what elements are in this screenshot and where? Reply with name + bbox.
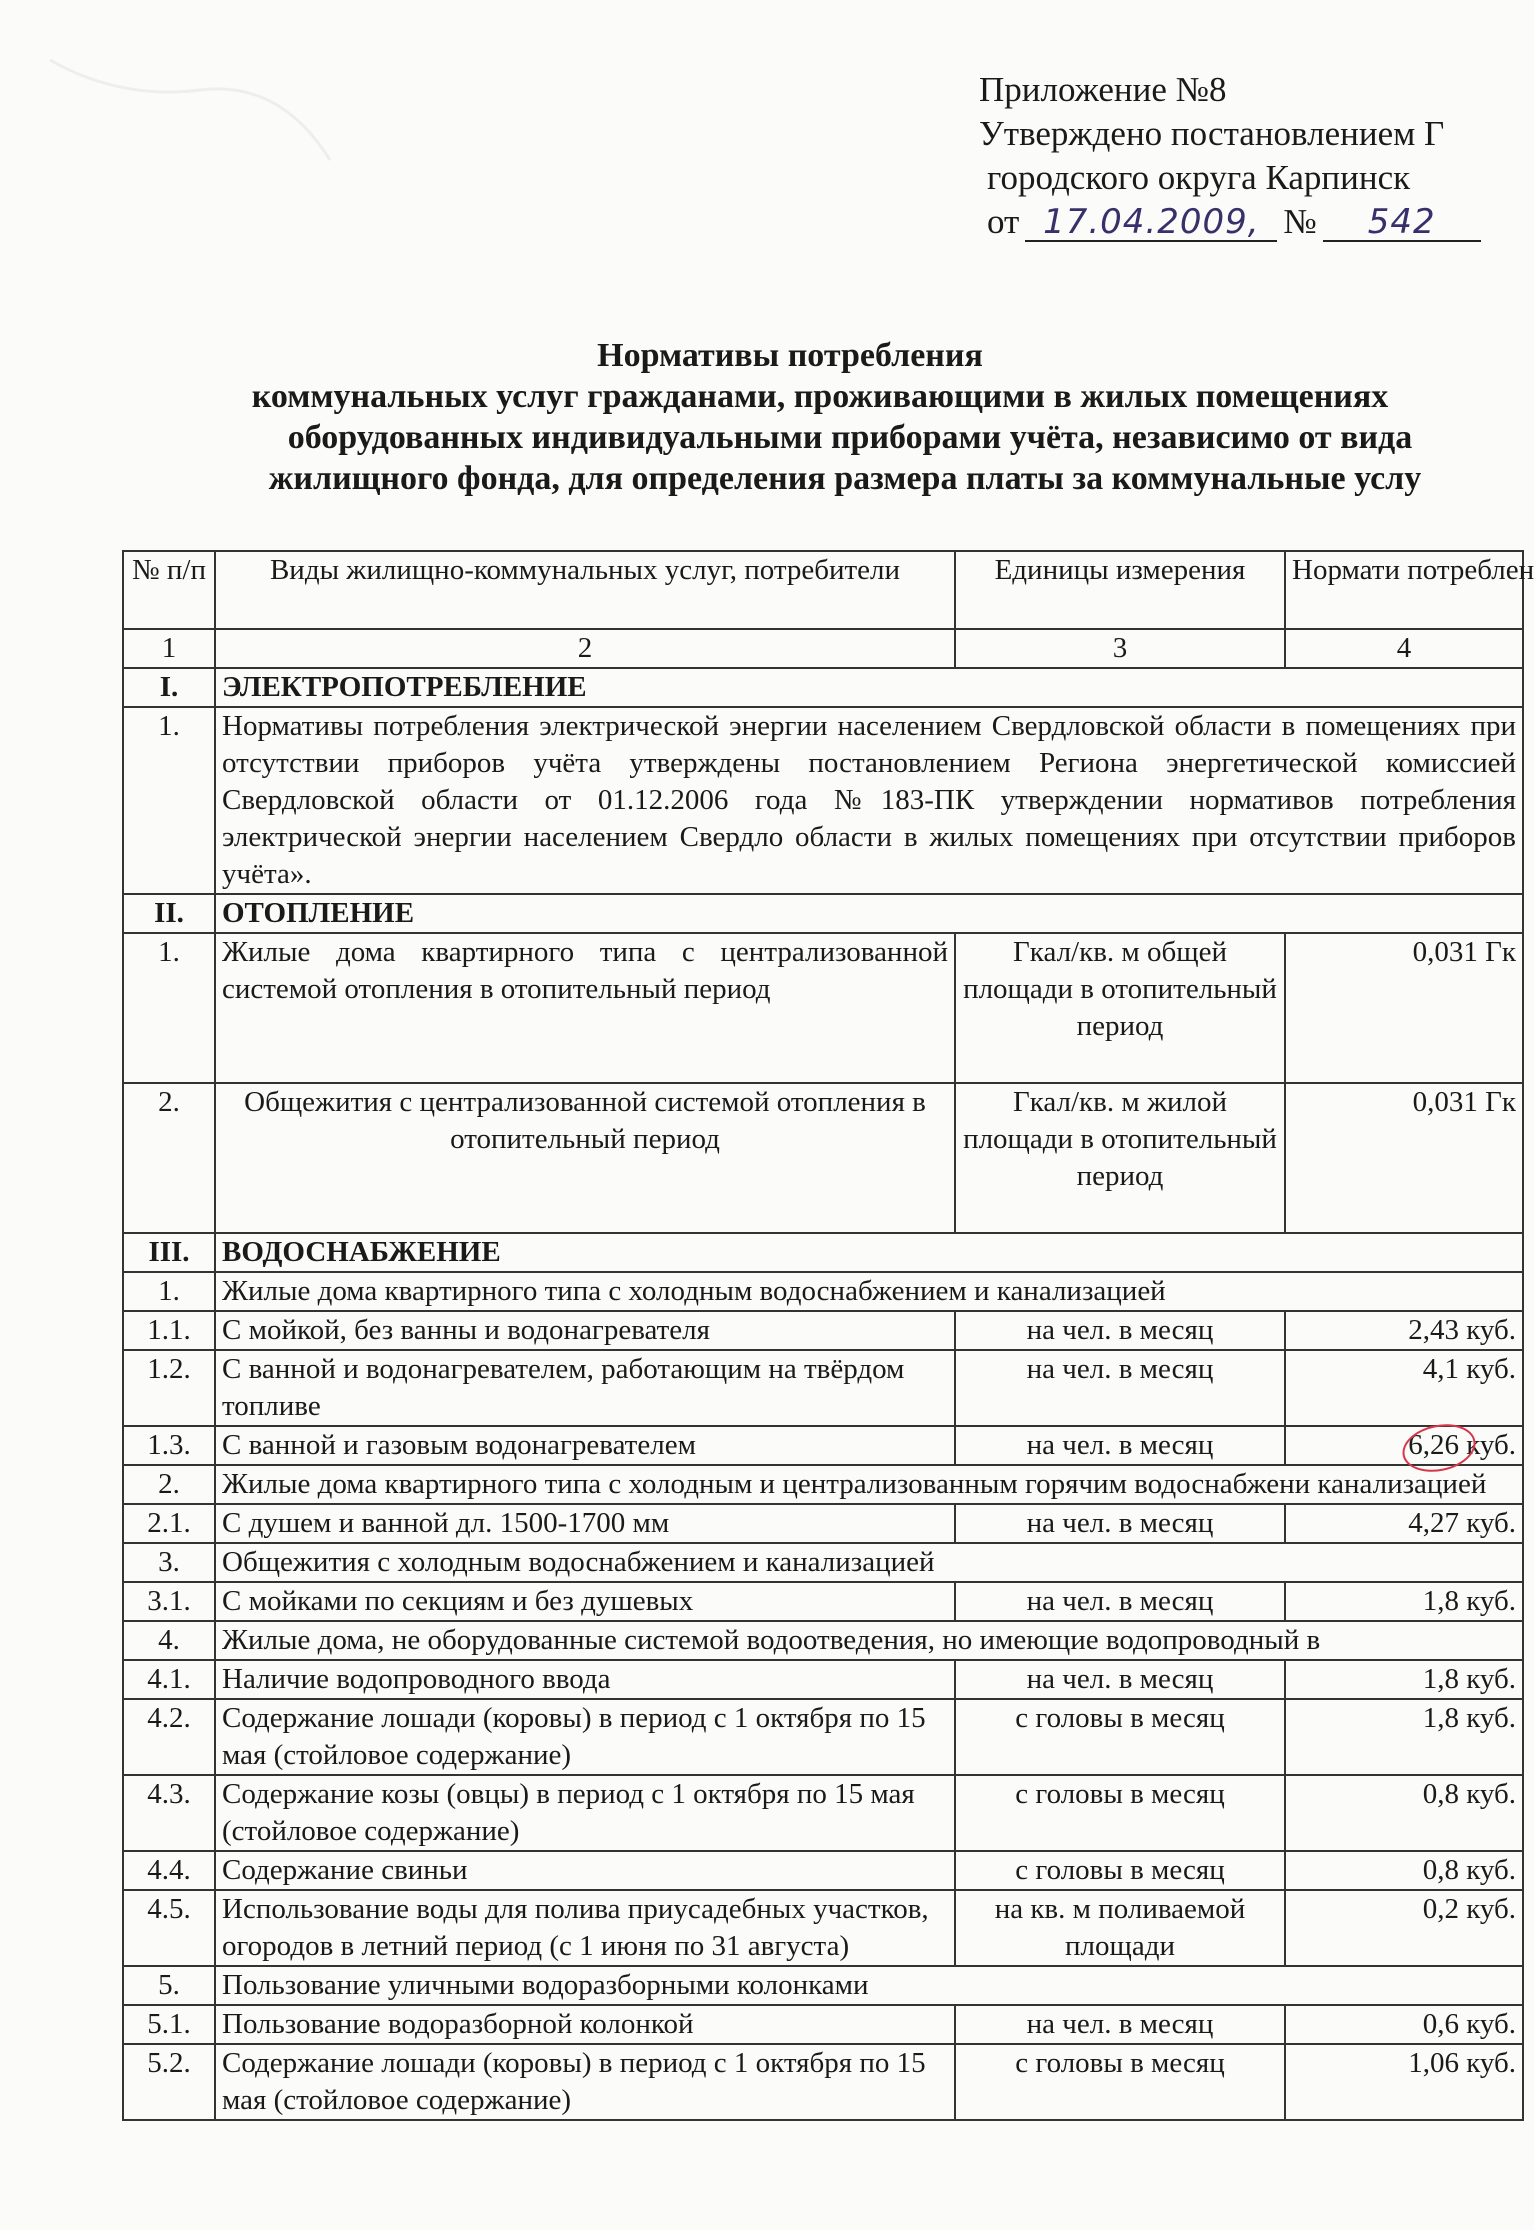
- section-title: ЭЛЕКТРОПОТРЕБЛЕНИЕ: [215, 668, 1523, 707]
- row-text: Содержание козы (овцы) в период с 1 октября по 15 мая (стойловое содержание): [215, 1775, 955, 1851]
- row-text: С душем и ванной дл. 1500-1700 мм: [215, 1504, 955, 1543]
- row-text: Жилые дома, не оборудованные системой водоотведения, но имеющие водопроводный в: [215, 1621, 1523, 1660]
- approval-header: [979, 68, 1480, 244]
- district-label: городского округа Карпинск: [987, 158, 1411, 197]
- table-row: [123, 1083, 1523, 1233]
- column-number-row: [123, 629, 1523, 668]
- table-header-row: [123, 551, 1523, 629]
- col-number-2: 2: [215, 629, 955, 668]
- row-unit: на чел. в месяц: [955, 1582, 1285, 1621]
- row-num: 4.5.: [123, 1890, 215, 1966]
- row-text: Общежития с холодным водоснабжением и канализацией: [215, 1543, 1523, 1582]
- table-row: [123, 707, 1523, 894]
- row-num: 4.: [123, 1621, 215, 1660]
- water-rows: [123, 1272, 1523, 2120]
- row-text: Жилые дома квартирного типа с холодным водоснабжением и канализацией: [215, 1272, 1523, 1311]
- header-service: Виды жилищно-коммунальных услуг, потребители: [215, 551, 955, 629]
- table-row: [123, 933, 1523, 1083]
- table-row: [123, 1426, 1523, 1465]
- row-unit: на чел. в месяц: [955, 1311, 1285, 1350]
- row-num: 5.2.: [123, 2044, 215, 2120]
- table-row: [123, 1543, 1523, 1582]
- row-num: 1.: [123, 707, 215, 894]
- table-row: [123, 1311, 1523, 1350]
- scan-smudge: [40, 40, 340, 240]
- section-row: [123, 668, 1523, 707]
- row-unit: с головы в месяц: [955, 2044, 1285, 2120]
- row-unit: на чел. в месяц: [955, 1426, 1285, 1465]
- row-num: 4.1.: [123, 1660, 215, 1699]
- number-prefix: №: [1283, 202, 1317, 241]
- row-text: Наличие водопроводного ввода: [215, 1660, 955, 1699]
- col-number-3: 3: [955, 629, 1285, 668]
- table-row: [123, 1851, 1523, 1890]
- row-norm: 0,8 куб.: [1285, 1851, 1523, 1890]
- row-text: С мойками по секциям и без душевых: [215, 1582, 955, 1621]
- table-row: [123, 1582, 1523, 1621]
- section-title: ВОДОСНАБЖЕНИЕ: [215, 1233, 1523, 1272]
- header-norm: Нормати потреблен: [1285, 551, 1523, 629]
- row-num: 2.1.: [123, 1504, 215, 1543]
- row-text: Пользование уличными водоразборными колонками: [215, 1966, 1523, 2005]
- section-num: II.: [123, 894, 215, 933]
- row-unit: на кв. м поливаемой площади: [955, 1890, 1285, 1966]
- date-number-line: [979, 200, 1480, 244]
- row-norm: 2,43 куб.: [1285, 1311, 1523, 1350]
- section-title: ОТОПЛЕНИЕ: [215, 894, 1523, 933]
- row-norm: 4,1 куб.: [1285, 1350, 1523, 1426]
- table-row: [123, 1699, 1523, 1775]
- row-unit: с головы в месяц: [955, 1699, 1285, 1775]
- row-text: Общежития с централизованной системой отопления в отопительный период: [215, 1083, 955, 1233]
- section-num: III.: [123, 1233, 215, 1272]
- row-norm: 1,06 куб.: [1285, 2044, 1523, 2120]
- table-row: [123, 1890, 1523, 1966]
- row-unit: Гкал/кв. м жилой площади в отопительный период: [955, 1083, 1285, 1233]
- table-row: [123, 1272, 1523, 1311]
- norms-table: [122, 550, 1534, 2121]
- header-num: № п/п: [123, 551, 215, 629]
- table-row: [123, 1465, 1523, 1504]
- row-norm: 1,8 куб.: [1285, 1660, 1523, 1699]
- section-num: I.: [123, 668, 215, 707]
- red-circle-mark: 6,26 куб.: [1408, 1427, 1516, 1464]
- title-line-1: Нормативы потребления: [597, 337, 983, 374]
- header-unit: Единицы измерения: [955, 551, 1285, 629]
- title-line-2: коммунальных услуг гражданами, проживающими в жилых помещениях: [251, 378, 1389, 415]
- handwritten-number: 542: [1323, 204, 1481, 242]
- row-num: 3.: [123, 1543, 215, 1582]
- row-text: С мойкой, без ванны и водонагревателя: [215, 1311, 955, 1350]
- row-norm: 0,2 куб.: [1285, 1890, 1523, 1966]
- row-text: Содержание лошади (коровы) в период с 1 октября по 15 мая (стойловое содержание): [215, 1699, 955, 1775]
- col-number-1: 1: [123, 629, 215, 668]
- table-row: [123, 1350, 1523, 1426]
- row-unit: на чел. в месяц: [955, 2005, 1285, 2044]
- row-text: Использование воды для полива приусадебных участков, огородов в летний период (с 1 июня по 31 августа): [215, 1890, 955, 1966]
- row-num: 2.: [123, 1465, 215, 1504]
- row-num: 1.: [123, 1272, 215, 1311]
- table-row: [123, 1775, 1523, 1851]
- table-row: [123, 2005, 1523, 2044]
- date-prefix: от: [987, 202, 1020, 241]
- row-text: Содержание лошади (коровы) в период с 1 октября по 15 мая (стойловое содержание): [215, 2044, 955, 2120]
- row-num: 3.1.: [123, 1582, 215, 1621]
- table-row: [123, 1660, 1523, 1699]
- row-text: С ванной и водонагревателем, работающим на твёрдом топливе: [215, 1350, 955, 1426]
- row-unit: с головы в месяц: [955, 1851, 1285, 1890]
- row-norm: 0,6 куб.: [1285, 2005, 1523, 2044]
- table-row: [123, 1621, 1523, 1660]
- row-num: 1.: [123, 933, 215, 1083]
- col-number-4: 4: [1285, 629, 1523, 668]
- row-text: Пользование водоразборной колонкой: [215, 2005, 955, 2044]
- row-num: 5.: [123, 1966, 215, 2005]
- row-num: 1.3.: [123, 1426, 215, 1465]
- row-num: 4.4.: [123, 1851, 215, 1890]
- section-row: [123, 894, 1523, 933]
- row-text: Жилые дома квартирного типа с централизованной системой отопления в отопительный период: [215, 933, 955, 1083]
- row-text: Содержание свиньи: [215, 1851, 955, 1890]
- row-num: 4.3.: [123, 1775, 215, 1851]
- table-row: [123, 1504, 1523, 1543]
- row-unit: на чел. в месяц: [955, 1660, 1285, 1699]
- row-text: С ванной и газовым водонагревателем: [215, 1426, 955, 1465]
- row-text: Нормативы потребления электрической энергии населением Свердловской области в помещениях при отсутствии приборов учёта утверждены постановлением Региона энергетической комиссией Свердловской области от 01.12.2006 года №183-ПК утверждении нормативов потребления электрической энергии населением Свердло области в жилых помещениях при отсутствии приборов учёта».: [215, 707, 1523, 894]
- row-norm: 4,27 куб.: [1285, 1504, 1523, 1543]
- row-num: 5.1.: [123, 2005, 215, 2044]
- row-norm: 1,8 куб.: [1285, 1582, 1523, 1621]
- row-norm: 0,031 Гк: [1285, 1083, 1523, 1233]
- title-line-3: оборудованных индивидуальными приборами учёта, независимо от вида: [287, 419, 1413, 456]
- appendix-label: Приложение №8: [979, 70, 1227, 109]
- handwritten-date: 17.04.2009,: [1025, 204, 1277, 242]
- row-unit: на чел. в месяц: [955, 1504, 1285, 1543]
- row-num: 1.2.: [123, 1350, 215, 1426]
- section-row: [123, 1233, 1523, 1272]
- row-unit: Гкал/кв. м общей площади в отопительный период: [955, 933, 1285, 1083]
- row-unit: на чел. в месяц: [955, 1350, 1285, 1426]
- approved-label: Утверждено постановлением Г: [979, 114, 1445, 153]
- row-unit: с головы в месяц: [955, 1775, 1285, 1851]
- row-norm: [1285, 1426, 1523, 1465]
- row-num: 4.2.: [123, 1699, 215, 1775]
- title-line-4: жилищного фонда, для определения размера платы за коммунальные услу: [268, 460, 1422, 497]
- row-norm: 0,031 Гк: [1285, 933, 1523, 1083]
- row-norm: 0,8 куб.: [1285, 1775, 1523, 1851]
- row-num: 2.: [123, 1083, 215, 1233]
- table-row: [123, 2044, 1523, 2120]
- row-num: 1.1.: [123, 1311, 215, 1350]
- table-row: [123, 1966, 1523, 2005]
- row-text: Жилые дома квартирного типа с холодным и централизованным горячим водоснабжени канализацией: [215, 1465, 1523, 1504]
- document-title: [100, 335, 1480, 499]
- row-norm: 1,8 куб.: [1285, 1699, 1523, 1775]
